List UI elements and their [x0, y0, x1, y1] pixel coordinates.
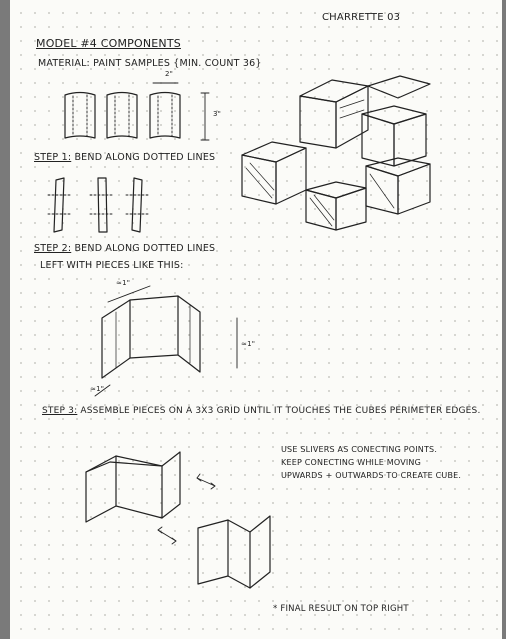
- note-1: USE SLIVERS AS CONECTING POINTS.: [281, 445, 438, 454]
- paint-sample-strips: [65, 83, 209, 140]
- step1-label: STEP 1:: [34, 152, 72, 163]
- charrette-label: CHARRETTE 03: [322, 12, 401, 23]
- step3: [42, 406, 481, 416]
- page-title: MODEL #4 COMPONENTS: [36, 37, 181, 50]
- folded-strips: [48, 178, 150, 232]
- note-2: KEEP CONECTING WHILE MOVING: [281, 458, 422, 467]
- height-dim: 3": [213, 110, 222, 118]
- step2-label: STEP 2:: [34, 243, 72, 254]
- step3-assembly: [86, 452, 270, 588]
- sketchbook-page: [10, 0, 502, 639]
- sketches: [10, 0, 502, 639]
- final-cube-sketch: [242, 76, 430, 230]
- approx-width: ≈1": [116, 279, 131, 287]
- step1-text: BEND ALONG DOTTED LINES: [74, 152, 216, 163]
- note-3: UPWARDS + OUTWARDS TO CREATE CUBE.: [281, 471, 462, 480]
- step1: [34, 152, 215, 163]
- step2-text2: LEFT WITH PIECES LIKE THIS:: [40, 260, 184, 271]
- footnote: * FINAL RESULT ON TOP RIGHT: [273, 604, 409, 614]
- material-line: MATERIAL: PAINT SAMPLES {MIN. COUNT 36}: [38, 58, 262, 69]
- width-dim: 2": [165, 70, 174, 78]
- approx-height: ≈1": [241, 340, 256, 348]
- step3-text: ASSEMBLE PIECES ON A 3X3 GRID UNTIL IT TOUCHES THE CUBES PERIMETER EDGES.: [80, 406, 481, 416]
- step2: [34, 243, 215, 254]
- step2-text: BEND ALONG DOTTED LINES: [74, 243, 216, 254]
- u-shaped-piece: [95, 286, 237, 396]
- step3-label: STEP 3:: [42, 406, 78, 416]
- approx-depth: ≈1": [90, 385, 105, 393]
